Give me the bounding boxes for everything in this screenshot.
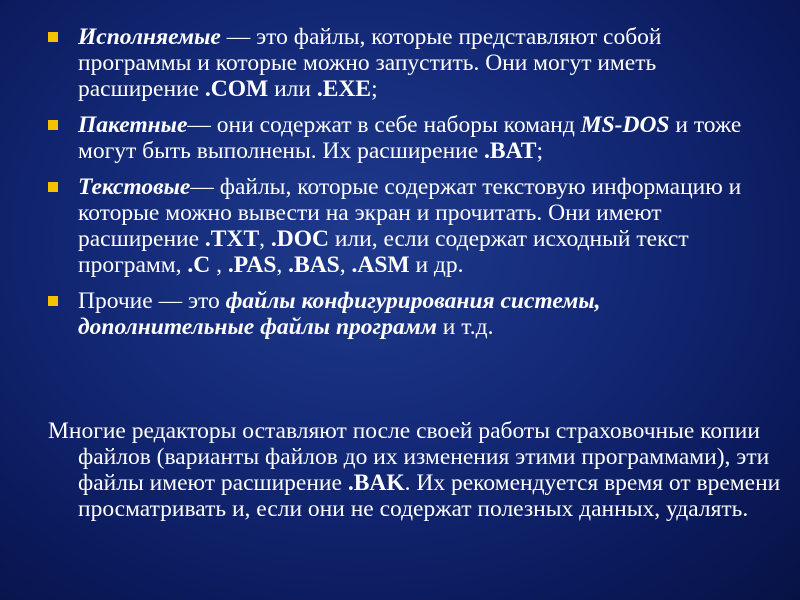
extension-bak: .BAK bbox=[347, 469, 405, 496]
term-config-files: файлы конфигурирования системы, дополнительные файлы программ bbox=[78, 288, 601, 340]
square-bullet-icon bbox=[48, 32, 58, 42]
item-text: и тоже могут быть выполнены. Их расширение bbox=[78, 112, 742, 164]
list-item-executable bbox=[48, 24, 748, 102]
item-text: — файлы, которые содержат текстовую информацию и которые можно вывести на экран и прочитать. Они имеют расширение bbox=[78, 174, 742, 252]
list-item-text bbox=[48, 174, 748, 278]
paragraph-text: Многие редакторы оставляют после своей работы страховочные копии файлов (варианты файлов до их изменения этими программами), эти файлы имеют расширение bbox=[48, 417, 770, 496]
extension-pas: .PAS bbox=[227, 252, 277, 278]
extension-exe: .EXE bbox=[316, 76, 372, 102]
extension-c: .C bbox=[187, 252, 211, 278]
backup-files-paragraph bbox=[48, 418, 798, 522]
item-text: , bbox=[339, 252, 352, 278]
item-text: или, если содержат исходный текст программ, bbox=[78, 226, 689, 278]
paragraph-text: . Их рекомендуется время от времени просматривать и, если они не содержат полезных данных, удалять. bbox=[78, 469, 781, 522]
extension-doc: .DOC bbox=[270, 226, 329, 252]
extension-asm: .ASM bbox=[351, 252, 410, 278]
item-text: , bbox=[210, 252, 228, 278]
extension-txt: .TXT bbox=[204, 226, 260, 252]
extension-bat: .BAT bbox=[484, 138, 537, 164]
file-types-list bbox=[48, 24, 748, 350]
square-bullet-icon bbox=[48, 296, 58, 306]
term-executable: Исполняемые bbox=[78, 24, 221, 50]
item-text: ; bbox=[371, 76, 378, 102]
square-bullet-icon bbox=[48, 182, 58, 192]
item-text: — это файлы, которые представляют собой программы и которые можно запустить. Они могут иметь расширение bbox=[78, 24, 662, 102]
square-bullet-icon bbox=[48, 120, 58, 130]
item-text: или bbox=[268, 76, 317, 102]
item-text: , bbox=[259, 226, 271, 252]
item-text: , bbox=[276, 252, 289, 278]
item-text: и т.д. bbox=[436, 314, 494, 340]
list-item-batch bbox=[48, 112, 748, 164]
item-text: Прочие — это bbox=[78, 288, 226, 314]
item-text: — они содержат в себе наборы команд bbox=[187, 112, 581, 138]
item-text: и др. bbox=[409, 252, 464, 278]
extension-bas: .BAS bbox=[288, 252, 340, 278]
list-item-other bbox=[48, 288, 748, 340]
term-ms-dos: MS-DOS bbox=[580, 112, 670, 138]
term-text: Текстовые bbox=[78, 174, 191, 200]
extension-com: .COM bbox=[204, 76, 269, 102]
term-batch: Пакетные bbox=[78, 112, 188, 138]
item-text: ; bbox=[536, 138, 544, 164]
